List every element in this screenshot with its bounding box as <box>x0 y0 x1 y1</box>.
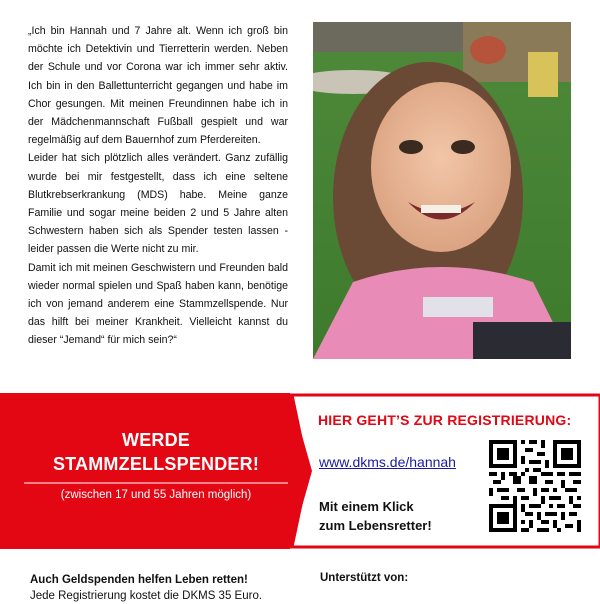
money-donation-section <box>30 572 262 604</box>
story-paragraph-3: Damit ich mit meinen Geschwistern und Freunden bald wieder normal spielen und Spaß haben kann, benötige ich von jemand anderem eine Stammzellspende. Nur das hilft bei meiner Krankheit. Vielleicht kannst du dieser “Jemand“ für mich sein?“ <box>28 261 288 347</box>
money-heading: Auch Geldspenden helfen Leben retten! <box>30 574 248 586</box>
registration-heading: HIER GEHT’S ZUR REGISTRIERUNG: <box>318 412 572 428</box>
story-paragraph-2: Leider hat sich plötzlich alles verändert. Ganz zufällig wurde bei mir festgestellt, dass ich eine seltene Blutkrebserkrankung (MDS) habe. Meine ganze Familie und sogar meine beiden 2 und 5 Jahre alten Schwestern haben sich als Spender testen lassen - leider passen die Werte nicht zu mir. <box>28 152 288 256</box>
one-click-line1: Mit einem Klick <box>319 499 414 514</box>
money-text: Jede Registrierung kostet die DKMS 35 Euro. <box>30 590 263 602</box>
one-click-line2: zum Lebensretter! <box>319 518 432 533</box>
cta-title-line1: WERDE <box>122 430 190 450</box>
qr-code[interactable] <box>489 440 581 532</box>
cta-title <box>0 428 312 476</box>
cta-subtitle: (zwischen 17 und 55 Jahren möglich) <box>60 489 252 501</box>
registration-link[interactable]: www.dkms.de/hannah <box>319 454 456 470</box>
cta-title-line2: STAMMZELLSPENDER! <box>52 454 260 474</box>
hannah-photo <box>313 22 571 359</box>
story-text <box>28 22 288 350</box>
one-click-text <box>319 497 432 535</box>
story-paragraph-1: „Ich bin Hannah und 7 Jahre alt. Wenn ich groß bin möchte ich Detektivin und Tierretterin werden. Neben der Schule und vor Corona war ich immer sehr aktiv. Ich bin in den Ballettunterricht gegangen und habe im Chor gesungen. Mit meinen Freundinnen habe ich in der Mädchenmannschaft Fußball gespielt und war regelmäßig auf dem Bauernhof zum Pferdereiten. <box>28 25 288 147</box>
supported-by-label: Unterstützt von: <box>320 572 409 584</box>
